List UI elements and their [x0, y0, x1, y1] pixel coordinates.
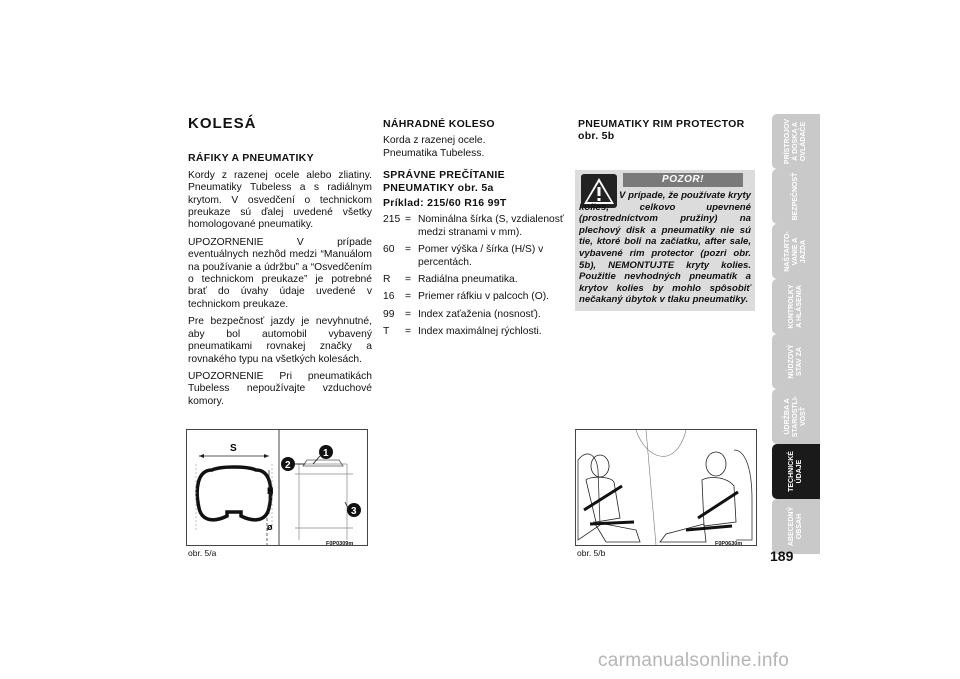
figure-tire-cross-section [186, 429, 368, 546]
figure-code: F0P0630m [715, 541, 743, 547]
chapter-tab[interactable] [772, 169, 820, 224]
section-title: KOLESÁ [188, 115, 257, 132]
chapter-tab[interactable] [772, 224, 820, 279]
column-rim-protector [578, 118, 762, 148]
spec-value: Priemer ráfkiu v palcoch (O). [418, 291, 550, 303]
figure-caption: obr. 5/b [577, 548, 606, 558]
chapter-tab-label: ABECEDNÝ OBSAH [788, 506, 803, 547]
chapter-tab-label: KONTROLKY A HLÁSENIA [788, 284, 803, 329]
callout-1: 1 [323, 448, 329, 459]
paragraph: Kordy z razenej ocele alebo zliatiny. Pneumatiky Tubeless a s radiálnym krytom. V osvedčení o technickom preukaze sú ďalej uvedené všetky homologované pneumatiky. [188, 169, 372, 231]
chapter-tab-label: ÚDRŽBA A STAROSTLI- VOSŤ [784, 395, 807, 438]
figure-reference: obr. 5b [578, 130, 615, 143]
spec-equals: = [405, 274, 412, 286]
chapter-tab-label: BEZPEČNOSŤ [792, 172, 799, 221]
tire-spec-item [383, 291, 567, 303]
height-label: H [267, 486, 274, 496]
warning-label: POZOR! [623, 173, 743, 187]
chapter-tab-label: PRÍSTROJOV Á DOSKA A OVLÁDAČE [784, 118, 807, 165]
callout-3: 3 [351, 506, 357, 517]
chapter-tab[interactable] [772, 499, 820, 554]
figure-code: F0P0309m [326, 541, 354, 547]
column-tire-reading [383, 118, 567, 344]
spec-value: Radiálna pneumatika. [418, 274, 518, 286]
paragraph: UPOZORNENIE V prípade eventuálnych nezhôd medzi “Manuálom na používanie a údržbu” a “Osvedčením o technickom preukaze” je potrebné brať do úvahy údaje uvedené v technickom preukaze. [188, 236, 372, 310]
example-line: Príklad: 215/60 R16 99T [383, 197, 507, 210]
spec-equals: = [405, 214, 412, 226]
spec-key: 99 [383, 308, 395, 320]
spare-line: Pneumatika Tubeless. [383, 147, 485, 159]
chapter-tab-label: NÚDZOVÝ STAV ZA [788, 344, 803, 379]
spec-value: Index maximálnej rýchlosti. [418, 326, 542, 338]
subsection-title: RÁFIKY A PNEUMATIKY [188, 152, 314, 165]
chapter-tab-label: TECHNICKÉ ÚDAJE [788, 451, 803, 492]
warning-box [575, 170, 755, 311]
paragraph: UPOZORNENIE Pri pneumatikách Tubeless nepoužívajte vzduchové komory. [188, 370, 372, 407]
chapter-tab[interactable] [772, 444, 820, 499]
tire-spec-item [383, 244, 567, 269]
callout-2: 2 [285, 460, 291, 471]
rim-protector-title: PNEUMATIKY RIM PROTECTOR [578, 118, 745, 130]
spec-equals: = [405, 308, 412, 320]
chapter-tab[interactable] [772, 279, 820, 334]
spec-key: R [383, 274, 391, 286]
spec-equals: = [405, 326, 412, 338]
spec-key: 60 [383, 244, 395, 256]
watermark: carmanualsonline.info [598, 650, 790, 671]
chapter-tab-label: NAŠTARTO- VANIE A JAZDA [784, 231, 807, 272]
diameter-label: ø [267, 522, 273, 532]
width-label: S [230, 443, 237, 454]
spec-key: T [383, 326, 390, 338]
figure-reference: obr. 5a [457, 181, 494, 194]
spec-equals: = [405, 291, 412, 303]
spec-equals: = [405, 244, 412, 256]
figure-caption: obr. 5/a [188, 548, 217, 558]
spec-value: Pomer výška / šírka (H/S) v percentách. [418, 244, 544, 268]
spec-key: 16 [383, 291, 395, 303]
spec-value: Nominálna šírka (S, vzdialenosť medzi stranami v mm). [418, 214, 564, 238]
chapter-tab[interactable] [772, 334, 820, 389]
tire-spec-item [383, 326, 567, 338]
chapter-tab[interactable] [772, 389, 820, 444]
spec-value: Index zaťaženia (nosnosť). [418, 308, 541, 320]
paragraph: Pre bezpečnosť jazdy je nevyhnutné, aby bol automobil vybavený pneumatikami rovnakej značky a rovnakého typu na všetkých kolesách. [188, 316, 372, 365]
tire-reading-title: SPRÁVNE PREČÍTANIE PNEUMATIKY obr. 5a [383, 169, 505, 194]
column-wheels [188, 115, 372, 413]
tire-spec-item [383, 214, 567, 239]
tire-spec-list [383, 214, 567, 338]
spare-wheel-title: NÁHRADNÉ KOLESO [383, 118, 495, 130]
page-number: 189 [770, 548, 794, 564]
chapter-tab[interactable] [772, 114, 820, 169]
spec-key: 215 [383, 214, 401, 226]
warning-text: V prípade, že používate kryty kolies, celkovo upevnené (prostredníctvom pružiny) na plechový disk a pneumatiky nie sú tie, ktoré boli na začiatku, after sale, vybavené rim protector (pozri obr. 5b), NEMONTUJTE kryty kolies. Použitie nevhodných pneumatík a krytov kolies by mohlo spôsobiť nečakaný úbytok v tlaku pneumatiky. [579, 190, 751, 306]
spare-line: Korda z razenej ocele. [383, 135, 486, 147]
figure-car-interior [575, 429, 757, 546]
tire-spec-item [383, 309, 567, 321]
tire-spec-item [383, 274, 567, 286]
